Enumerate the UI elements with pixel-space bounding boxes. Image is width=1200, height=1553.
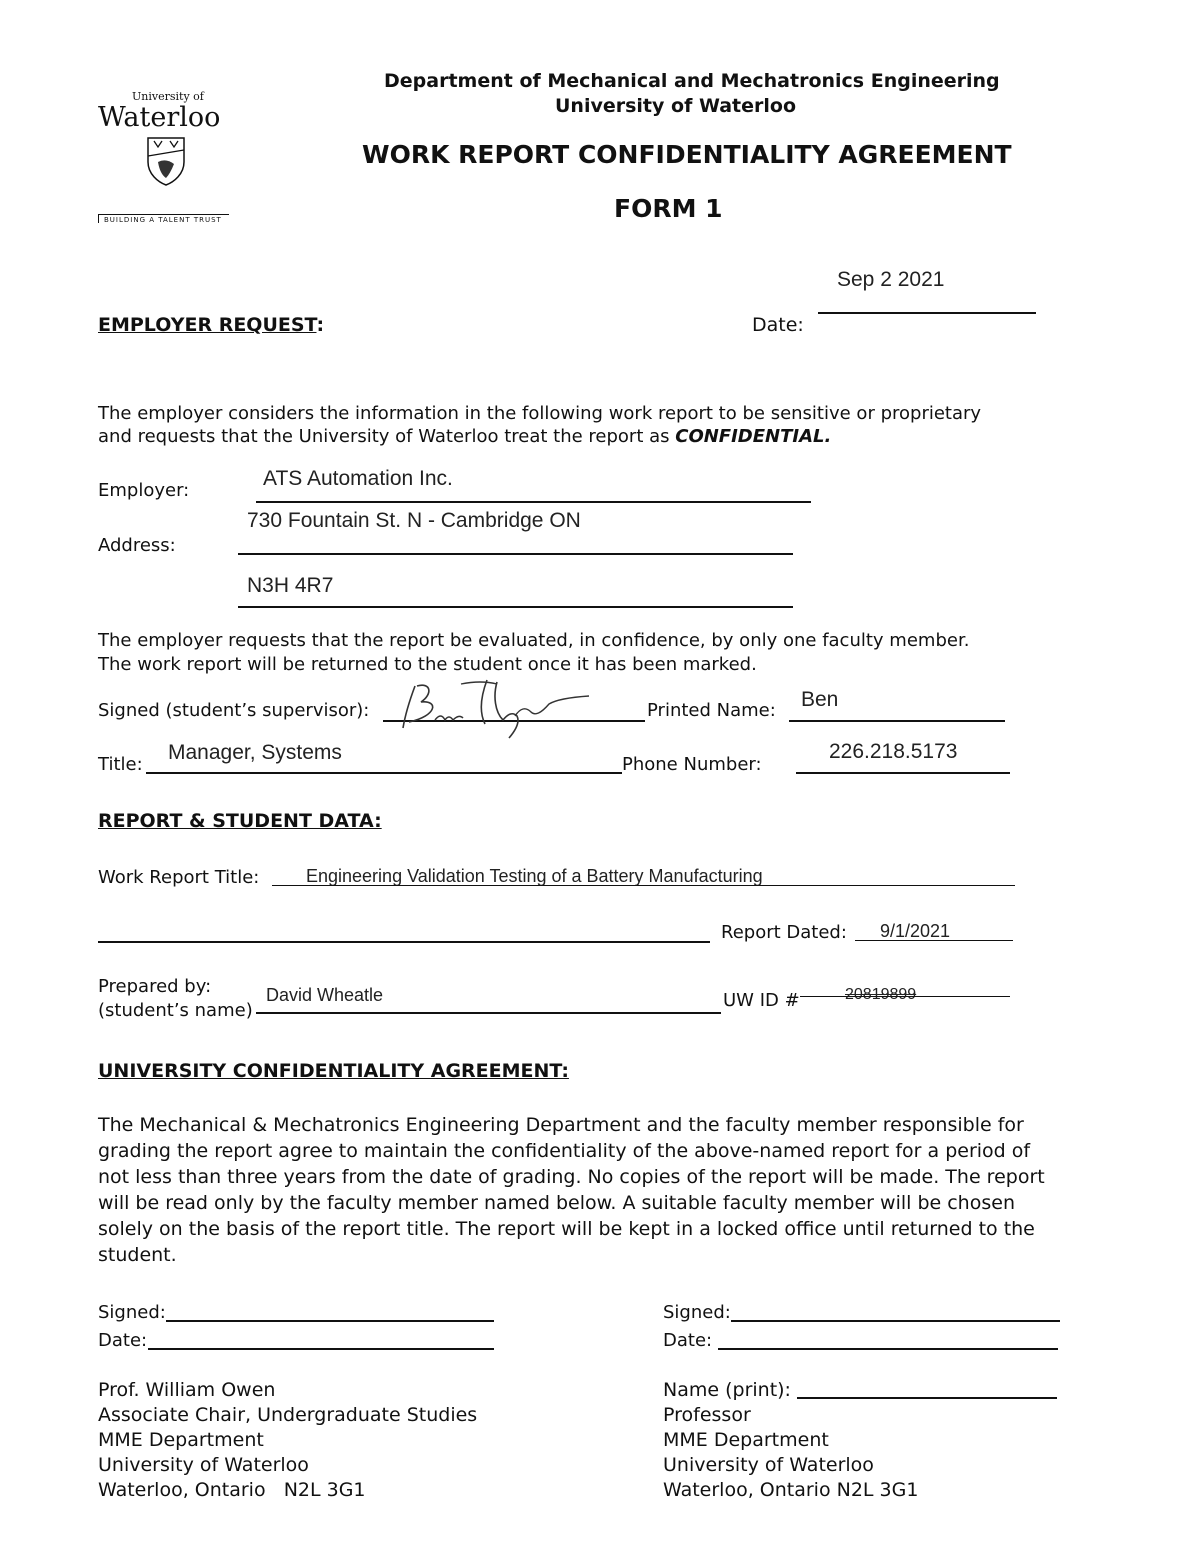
logo-tagline: BUILDING A TALENT TRUST xyxy=(104,216,222,224)
right-name-print-line xyxy=(797,1397,1057,1399)
address-field-line2[interactable]: N3H 4R7 xyxy=(247,574,334,597)
right-faculty-address: Waterloo, Ontario N2L 3G1 xyxy=(663,1479,919,1501)
left-signed-label: Signed: xyxy=(98,1302,166,1323)
confidential-emphasis: CONFIDENTIAL. xyxy=(675,426,832,447)
employer-line xyxy=(256,501,811,503)
prepared-by-sublabel: (student’s name) xyxy=(98,1000,253,1021)
report-dated-line xyxy=(855,940,1013,941)
university-agreement-heading: UNIVERSITY CONFIDENTIALITY AGREEMENT: xyxy=(98,1060,569,1082)
phone-line xyxy=(796,772,1010,774)
evaluation-line1: The employer requests that the report be evaluated, in confidence, by only one faculty member. xyxy=(98,630,970,651)
prepared-by-label: Prepared by: xyxy=(98,976,212,997)
agreement-line: grading the report agree to maintain the confidentiality of the above-named report for a period of xyxy=(98,1140,1031,1162)
address-line2 xyxy=(238,606,793,608)
agreement-line: The Mechanical & Mechatronics Engineering Department and the faculty member responsible for xyxy=(98,1114,1024,1136)
address-field-line1[interactable]: 730 Fountain St. N - Cambridge ON xyxy=(247,509,581,532)
employer-request-heading-text: EMPLOYER REQUEST xyxy=(98,314,317,336)
right-faculty-university: University of Waterloo xyxy=(663,1454,874,1476)
report-dated-label: Report Dated: xyxy=(721,922,847,943)
agreement-line: not less than three years from the date of grading. No copies of the report will be made. The report xyxy=(98,1166,1045,1188)
uwid-line xyxy=(800,996,1010,997)
date-value[interactable]: Sep 2 2021 xyxy=(837,268,945,291)
report-dated-field[interactable]: 9/1/2021 xyxy=(880,921,951,941)
supervisor-signed-label: Signed (student’s supervisor): xyxy=(98,700,370,721)
left-date-line xyxy=(148,1348,494,1350)
left-faculty-dept: MME Department xyxy=(98,1429,264,1451)
employer-request-heading xyxy=(98,314,324,336)
right-faculty-dept: MME Department xyxy=(663,1429,829,1451)
department-heading: Department of Mechanical and Mechatronics Engineering xyxy=(384,70,1000,92)
agreement-paragraph xyxy=(98,1112,1058,1268)
left-signed-line xyxy=(166,1320,494,1322)
student-name-field[interactable]: David Wheatle xyxy=(266,985,384,1005)
report-data-heading: REPORT & STUDENT DATA: xyxy=(98,810,382,832)
form-number: FORM 1 xyxy=(614,194,723,223)
agreement-line: will be read only by the faculty member named below. A suitable faculty member will be chosen xyxy=(98,1192,1015,1214)
phone-field[interactable]: 226.218.5173 xyxy=(829,740,958,763)
employer-intro-line2 xyxy=(98,426,831,447)
right-date-line xyxy=(718,1348,1058,1350)
title-field[interactable]: Manager, Systems xyxy=(168,741,342,764)
agreement-line: solely on the basis of the report title. The report will be kept in a locked office until returned to the xyxy=(98,1218,1035,1240)
employer-intro-line1: The employer considers the information in the following work report to be sensitive or proprietary xyxy=(98,403,982,424)
right-faculty-role: Professor xyxy=(663,1404,751,1426)
logo-line2: Waterloo xyxy=(98,102,221,133)
uwid-label: UW ID # xyxy=(723,990,800,1011)
employer-intro-line2-text: and requests that the University of Waterloo treat the report as xyxy=(98,426,676,447)
agreement-line: student. xyxy=(98,1244,177,1266)
evaluation-line2: The work report will be returned to the student once it has been marked. xyxy=(98,654,757,675)
left-faculty-role: Associate Chair, Undergraduate Studies xyxy=(98,1404,478,1426)
right-signed-label: Signed: xyxy=(663,1302,731,1323)
university-heading: University of Waterloo xyxy=(555,95,797,117)
right-name-print-label: Name (print): xyxy=(663,1379,791,1401)
employer-request-heading-colon: : xyxy=(316,314,325,336)
university-logo xyxy=(96,88,246,233)
supervisor-signature xyxy=(395,676,605,740)
printed-name-field[interactable]: Ben xyxy=(801,688,839,711)
title-line xyxy=(146,772,622,774)
left-date-label: Date: xyxy=(98,1330,148,1351)
phone-label: Phone Number: xyxy=(622,754,762,775)
title-label: Title: xyxy=(98,754,143,775)
address-label: Address: xyxy=(98,535,176,556)
crest-icon xyxy=(146,136,186,186)
work-report-title-field[interactable]: Engineering Validation Testing of a Battery Manufacturing xyxy=(306,866,763,886)
date-label: Date: xyxy=(752,314,804,336)
left-faculty-university: University of Waterloo xyxy=(98,1454,309,1476)
logo-line1: University of xyxy=(132,90,204,103)
employer-label: Employer: xyxy=(98,480,190,501)
work-report-title-line2 xyxy=(98,941,710,943)
left-faculty-name: Prof. William Owen xyxy=(98,1379,276,1401)
form-title: WORK REPORT CONFIDENTIALITY AGREEMENT xyxy=(362,140,1012,169)
left-faculty-address: Waterloo, Ontario N2L 3G1 xyxy=(98,1479,366,1501)
employer-field[interactable]: ATS Automation Inc. xyxy=(263,467,453,490)
address-line1 xyxy=(238,553,793,555)
right-signed-line xyxy=(731,1320,1060,1322)
work-report-title-label: Work Report Title: xyxy=(98,867,260,888)
work-report-title-line xyxy=(272,885,1015,886)
student-name-line xyxy=(256,1012,721,1014)
left-faculty-block xyxy=(98,1378,477,1503)
uwid-field[interactable]: 20819899 xyxy=(845,986,917,1003)
printed-name-label: Printed Name: xyxy=(647,700,776,721)
right-date-label: Date: xyxy=(663,1330,713,1351)
date-line xyxy=(818,312,1036,314)
printed-name-line xyxy=(789,720,1005,722)
